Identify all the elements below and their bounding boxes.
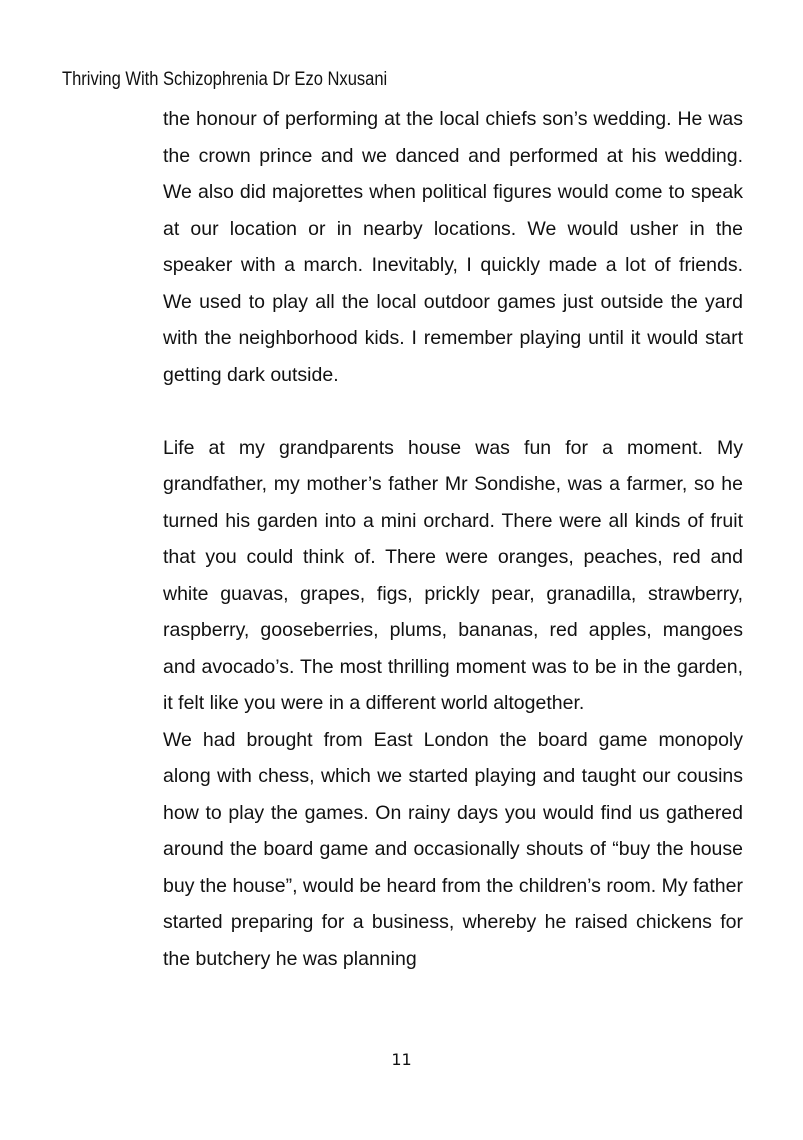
paragraph-1: the honour of performing at the local chiefs son’s wedding. He was the crown prince and we danced and performed at his wedding. We also did majorettes when political figures would come to speak at our location or in nearby locations. We would usher in the speaker with a march. Inevitably, I quickly made a lot of friends. We used to play all the local outdoor games just outside the yard with the neighborhood kids. I remember playing until it would start getting dark outside. bbox=[163, 108, 743, 386]
paragraph-3: We had brought from East London the board game monopoly along with chess, which we started playing and taught our cousins how to play the games. On rainy days you would find us gathered around the board game and occasionally shouts of “buy the house buy the house”, would be heard from the children’s room. My father started preparing for a business, whereby he raised chickens for the butchery he was planning bbox=[163, 728, 743, 970]
body-text bbox=[163, 101, 743, 977]
paragraph-2: Life at my grandparents house was fun for a moment. My grandfather, my mother’s father Mr Sondishe, was a farmer, so he turned his garden into a mini orchard. There were all kinds of fruit that you could think of. There were oranges, peaches, red and white guavas, grapes, figs, prickly pear, granadilla, strawberry, raspberry, gooseberries, plums, bananas, red apples, mangoes and avocado’s. The most thrilling moment was to be in the garden, it felt like you were in a different world altogether. bbox=[163, 436, 743, 714]
running-header: Thriving With Schizophrenia Dr Ezo Nxusani bbox=[62, 69, 388, 90]
page-number: 11 bbox=[391, 1050, 412, 1069]
